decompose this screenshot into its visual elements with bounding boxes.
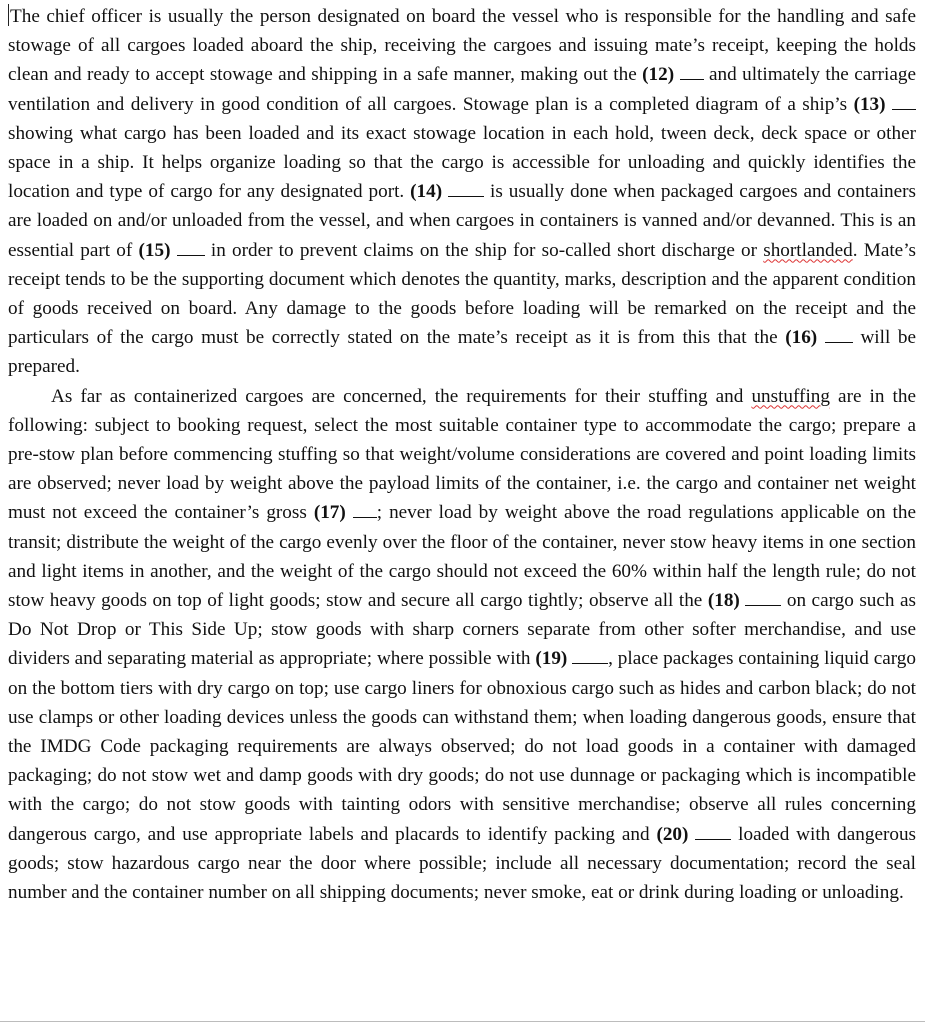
paragraph-1-text: The chief officer is usually the person designated on board the vessel who is responsible for the handling and safe stowage of all cargoes loaded aboard the ship, receiving the cargoes and issuing mate’s receipt, keeping the holds clean and ready to accept stowage and shipping in a safe manner, making out the [8, 6, 916, 86]
answer-blank-19[interactable] [572, 647, 608, 664]
answer-blank-15[interactable] [177, 239, 205, 256]
answer-blank-14[interactable] [448, 180, 484, 197]
paragraph-2 [8, 382, 916, 908]
paragraph-1-text: in order to prevent claims on the ship for so-called short discharge or [204, 239, 764, 261]
paragraph-2-text: are in the following: subject to booking request, select the most suitable container type to accommodate the cargo; prepare a pre-stow plan before commencing stuffing so that weight/volume considerations are covered and point loading limits are observed; never load by weight above the payload limits of the container, i.e. the cargo and container net weight must not exceed the container’s gross [8, 385, 916, 524]
paragraph-1-text: is usually done when packaged cargoes and containers are loaded on and/or unloaded from the vessel, and when cargoes in containers is vanned and/or devanned. This is an essential part of [8, 181, 916, 261]
paragraph-1 [8, 2, 916, 382]
blank-number-14: (14) [410, 181, 443, 203]
blank-number-19: (19) [535, 648, 568, 670]
paragraph-2-text: As far as containerized cargoes are concerned, the requirements for their stuffing and [51, 385, 752, 407]
blank-number-15: (15) [138, 239, 171, 261]
paragraph-2-text: on cargo such as Do Not Drop or This Side Up; stow goods with sharp corners separate from other softer merchandise, and use dividers and separating material as appropriate; where possible with [8, 590, 916, 670]
answer-blank-20[interactable] [695, 823, 731, 840]
answer-blank-16[interactable] [825, 326, 853, 343]
blank-number-17: (17) [313, 502, 346, 524]
blank-number-16: (16) [785, 327, 818, 349]
blank-number-20: (20) [656, 823, 689, 845]
answer-blank-12[interactable] [680, 63, 704, 80]
paragraph-2-text: ; never load by weight above the road regulations applicable on the transit; distribute the weight of the cargo evenly over the floor of the container, never stow heavy items in one section and light items in another, and the weight of the cargo should not exceed the 60% within half the length rule; do not stow heavy goods on top of light goods; stow and secure all cargo tightly; observe all the [8, 502, 916, 612]
text-cursor [8, 4, 9, 26]
paragraph-1-text: showing what cargo has been loaded and its exact stowage location in each hold, tween deck, deck space or other space in a ship. It helps organize loading so that the cargo is accessible for unloading and quickly identifies the location and type of cargo for any designated port. [8, 122, 916, 203]
paragraph-1-text: . Mate’s receipt tends to be the supporting document which denotes the quantity, marks, description and the apparent condition of goods received on board. Any damage to the goods before loading will be remarked on the receipt and the particulars of the cargo must be correctly stated on the mate’s receipt as it is from this that the [8, 239, 916, 349]
answer-blank-18[interactable] [745, 589, 781, 606]
answer-blank-17[interactable] [353, 501, 377, 518]
paragraph-1-text: will be prepared. [8, 327, 917, 378]
spellcheck-flagged-word[interactable]: unstuffing [751, 385, 830, 407]
spellcheck-flagged-word[interactable]: shortlanded [763, 239, 853, 261]
blank-number-18: (18) [707, 590, 740, 612]
paragraph-2-text: loaded with dangerous goods; stow hazardous cargo near the door where possible; include all necessary documentation; record the seal number and the container number on all shipping documents; never smoke, eat or drink during loading or unloading. [8, 823, 917, 904]
paragraph-1-text: and ultimately the carriage ventilation and delivery in good condition of all cargoes. Stowage plan is a completed diagram of a ship’s [8, 64, 916, 115]
blank-number-12: (12) [642, 64, 675, 86]
page-bottom-rule [0, 1021, 925, 1022]
paragraph-2-text: , place packages containing liquid cargo on the bottom tiers with dry cargo on top; use cargo liners for obnoxious cargo such as hides and carbon black; do not use clamps or other loading devices unless the goods can withstand them; when loading dangerous goods, ensure that the IMDG Code packaging requirements are always observed; do not load goods in a container with damaged packaging; do not stow wet and damp goods with dry goods; do not use dunnage or packaging which is incompatible with the cargo; do not stow goods with tainting odors with sensitive merchandise; observe all rules concerning dangerous cargo, and use appropriate labels and placards to identify packing and [8, 648, 916, 845]
blank-number-13: (13) [853, 93, 886, 115]
answer-blank-13[interactable] [892, 93, 916, 110]
document-body [8, 2, 916, 907]
